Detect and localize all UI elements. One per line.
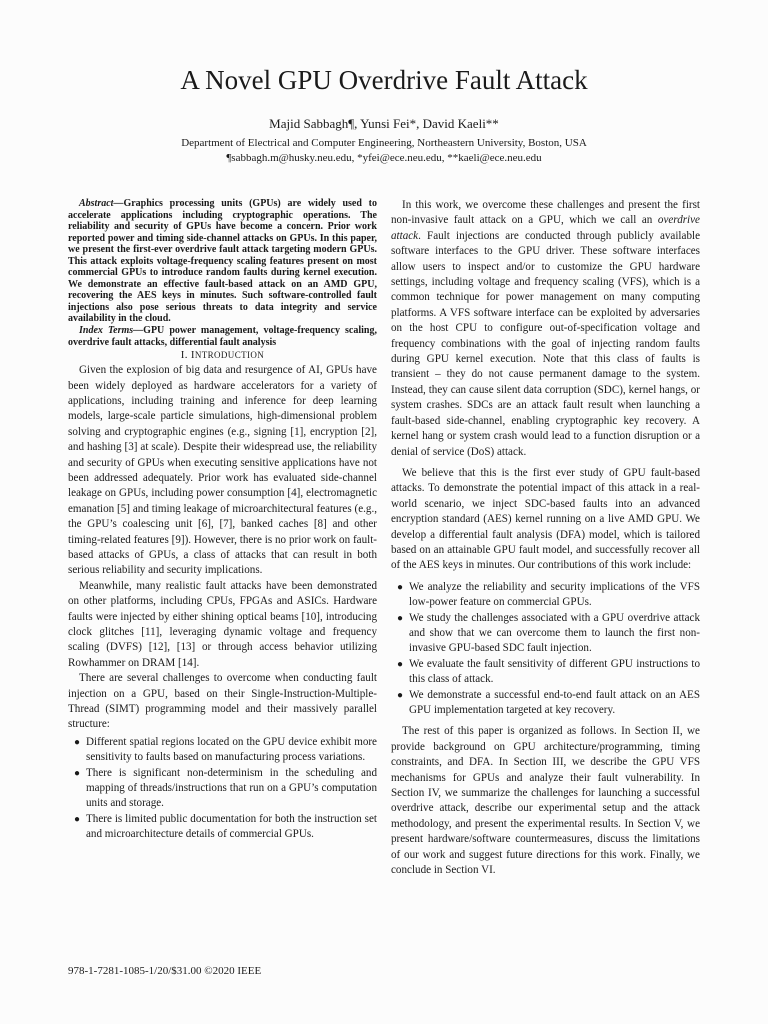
left-column (68, 198, 377, 843)
section-number: I. (180, 349, 188, 362)
section-title-rest: NTRODUCTION (194, 350, 265, 361)
overdrive-attack-term: overdrive attack (391, 214, 700, 242)
index-terms-label: Index Terms— (79, 325, 144, 337)
intro-paragraph-3: There are several challenges to overcome when conducting fault injection on a GPU, based on their Single-Instruction-Multiple-Thread (SIMT) programming model and their massively parallel structure: (68, 672, 377, 731)
bullet-icon: ● (397, 612, 404, 624)
affiliation: Department of Electrical and Computer Engineering, Northeastern University, Boston, USA (181, 137, 587, 149)
section-heading-introduction (68, 349, 377, 362)
contributions-list (391, 580, 700, 719)
bullet-icon: ● (397, 658, 404, 670)
body-paragraph-contributions: We believe that this is the first ever study of GPU fault-based attacks. To demonstrate the potential impact of this attack in a real-world scenario, we inject SDC-based faults into an advanced encryption standard (AES) kernel running on a live AMD GPU. We develop a differential fault analysis (DFA) model, which is tailored based on an attainable GPU fault model, and successfully recover all of the AES keys in minutes. Our contributions of this work include: (391, 466, 700, 572)
index-terms (68, 325, 377, 348)
intro-paragraph-2: Meanwhile, many realistic fault attacks have been demonstrated on other platforms, including CPUs, FPGAs and ASICs. Hardware faults were injected by either shining optical beams [10], introducing clock glitches [11], leveraging dynamic voltage and frequency scaling (DVFS) [12], [13] or through access behavior utilizing Rowhammer on DRAM [14]. (68, 579, 377, 669)
copyright-footer: 978-1-7281-1085-1/20/$31.00 ©2020 IEEE (68, 965, 262, 977)
author-list: Majid Sabbagh¶, Yunsi Fei*, David Kaeli** (269, 116, 499, 131)
list-item: ● Different spatial regions located on the GPU device exhibit more sensitivity to faults based on manufacturing process variations. (74, 735, 377, 764)
intro-paragraph-1: Given the explosion of big data and resurgence of AI, GPUs have been widely deployed as hardware accelerators for a variety of applications, including training and inference for deep learning models, large-scale particle simulations, high-dimensional problem solving and cryptographic engines (e.g., signing [1], encryption [2], and hashing [3] at scale). Despite their widespread use, the reliability and security of GPUs when executing sensitive applications have not been addressed adequately. Prior work has evaluated side-channel leakage on GPUs, including power consumption [4], electromagnetic emanation [5] and timing leakage of microarchitectural features (e.g., the GPU’s coalescing unit [6], [7], banked caches [8] and other timing-related features [9]). However, there is no prior work on fault-based attacks of GPUs, a class of attacks that can result in both serious reliability and security implications. (68, 364, 377, 577)
abstract (68, 198, 377, 325)
body-paragraph-overdrive: In this work, we overcome these challenges and present the first non-invasive fault attack on a GPU, which we call an overdrive attack. Fault injections are conducted through publicly available software interfaces to the GPU driver. These software interfaces allow users to inspect and/or to customize the GPU hardware settings, including voltage and frequency scaling (VFS), which is a common technique for power management on many computing platforms. A VFS software interface can be exploited by adversaries on the host CPU to configure out-of-specification voltage and frequency combinations with the goal of injecting random faults during GPU kernel execution. Note that this class of faults is transient – they do not cause permanent damage to the system. Instead, they can cause silent data corruption (SDC), kernel hangs, or system crashes. SDCs are an attack fault result when launching a fault-based side-channel, enabling cryptographic key recovery. A kernel hang or system crash would lead to a function disruption or a denial of service (DoS) attack. (391, 199, 700, 458)
section-title-initial: I (190, 349, 195, 362)
list-item: ● We study the challenges associated with a GPU overdrive attack and show that we can overcome them to launch the first non-invasive GPU-based SDC fault injection. (397, 611, 700, 655)
abstract-text: Graphics processing units (GPUs) are widely used to accelerate applications including cryptographic operations. The reliability and security of GPUs have become a concern. Prior work reported power and timing side-channel attacks on GPUs. In this paper, we present the first-ever overdrive fault attack targeting modern GPUs. This attack exploits voltage-frequency scaling features present on most commercial GPUs to introduce random faults during kernel execution. We demonstrate an effective fault-based attack on an AMD GPU, recovering the AES keys in minutes. Such software-controlled fault injections also pose serious threats to data integrity and service availability in the cloud. (68, 198, 377, 325)
bullet-icon: ● (74, 736, 81, 748)
paper-title: A Novel GPU Overdrive Fault Attack (180, 65, 588, 95)
list-item: ● There is significant non-determinism in the scheduling and mapping of threads/instructions that run on a GPU’s computation units and storage. (74, 766, 377, 810)
author-emails: ¶sabbagh.m@husky.neu.edu, *yfei@ece.neu.edu, **kaeli@ece.neu.edu (226, 152, 542, 164)
list-item: ● There is limited public documentation for both the instruction set and microarchitecture details of commercial GPUs. (74, 812, 377, 841)
bullet-icon: ● (397, 581, 404, 593)
list-item: ● We demonstrate a successful end-to-end fault attack on an AES GPU implementation targeted at key recovery. (397, 688, 700, 716)
list-item: ● We analyze the reliability and security implications of the VFS low-power feature on commercial GPUs. (397, 580, 700, 609)
bullet-icon: ● (74, 813, 81, 825)
abstract-label: Abstract— (79, 198, 124, 209)
body-paragraph-organization: The rest of this paper is organized as follows. In Section II, we provide background on GPU architecture/programming, timing constraints, and DFA. In Section III, we describe the GPU VFS mechanisms for GPUs and analyze their fault vulnerability. In Section IV, we summarize the challenges for launching a successful overdrive attack, describe our experimental setup and the attack methodology, and present the experimental results. In Section V, we present hardware/software countermeasures, discuss the limitations of our work and suggest future directions for this work. Finally, we conclude in Section VI. (391, 725, 700, 877)
right-column (391, 198, 700, 878)
index-terms-text: GPU power management, voltage-frequency scaling, overdrive fault attacks, differential fault analysis (68, 325, 377, 348)
bullet-icon: ● (397, 689, 404, 701)
list-item: ● We evaluate the fault sensitivity of different GPU instructions to this class of attack. (397, 657, 700, 686)
bullet-icon: ● (74, 767, 81, 779)
challenges-list (68, 735, 377, 843)
